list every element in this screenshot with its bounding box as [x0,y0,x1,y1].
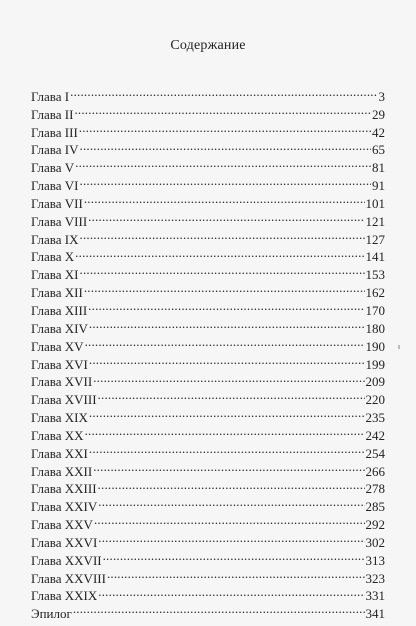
toc-entry [31,226,385,247]
toc-entry [31,119,385,140]
toc-entry-page-number: 162 [365,285,385,301]
dot-leader [80,137,372,155]
toc-entry-label: Глава XV [31,338,84,354]
dot-leader [98,386,365,404]
toc-entry [31,208,385,229]
dot-leader [75,244,364,262]
toc-entry-label: Глава VII [31,195,83,211]
toc-entry-page-number: 209 [365,374,385,390]
dot-leader [80,261,365,279]
dot-leader [93,369,364,387]
page-speck [398,345,400,349]
dot-leader [88,208,364,226]
toc-entry-page-number: 29 [372,106,385,122]
dot-leader [74,101,371,119]
dot-leader [84,279,365,297]
toc-entry-page-number: 42 [372,124,385,140]
toc-entry-label: Глава X [31,249,75,265]
dot-leader [85,333,365,351]
toc-entry-page-number: 254 [365,445,385,461]
dot-leader [75,154,371,172]
toc-entry-page-number: 285 [365,499,385,515]
toc-entry-page-number: 121 [365,213,385,229]
toc-entry-label: Глава XXIV [31,499,98,515]
toc-entry-label: Глава XVI [31,356,88,372]
dot-leader [98,529,364,547]
toc-entry-page-number: 292 [365,517,385,533]
toc-entry [31,279,385,301]
toc-entry-label: Глава IV [31,142,79,158]
toc-entry-page-number: 190 [365,338,385,354]
dot-leader [88,297,364,315]
toc-entry-page-number: 331 [365,588,385,604]
toc-entry-page-number: 199 [365,356,385,372]
dot-leader [85,422,365,440]
dot-leader [94,511,365,529]
toc-entry [31,172,385,194]
toc-entry-label: Глава I [31,88,70,104]
toc-entry-label: Глава XIII [31,302,88,318]
dot-leader [89,315,365,333]
toc-entry-page-number: 153 [365,267,385,283]
toc-entry-label: Глава XVIII [31,392,97,408]
toc-entry [31,333,385,354]
page-title: Содержание [170,38,246,53]
toc-entry-page-number: 81 [372,160,385,176]
toc-entry [31,101,385,122]
dot-leader [89,351,365,369]
toc-entry-label: Глава XIV [31,320,88,336]
toc-entry-page-number: 170 [365,302,385,318]
toc-entry-label: Глава XXIX [31,588,98,604]
toc-entry-label: Глава XX [31,427,84,443]
toc-entry-label: Глава XXII [31,463,93,479]
toc-entry-page-number: 278 [365,481,385,497]
toc-entry-page-number: 235 [365,410,385,426]
toc-entry [31,137,385,158]
toc-entry-label: Глава XII [31,285,83,301]
toc-entry-page-number: 220 [365,392,385,408]
dot-leader [98,476,365,494]
toc-entry-label: Глава XXIII [31,481,97,497]
toc-entry-page-number: 141 [365,249,385,265]
toc-entry [31,422,385,443]
toc-entry-page-number: 180 [365,320,385,336]
toc-entry-label: Глава XIX [31,410,88,426]
toc-entry-page-number: 302 [365,534,385,550]
dot-leader [73,600,365,618]
dot-leader [93,458,364,476]
dot-leader [89,440,365,458]
dot-leader [79,119,371,137]
toc-entry [31,297,385,318]
toc-entry-label: Глава VIII [31,213,88,229]
toc-entry [31,154,385,176]
dot-leader [89,404,365,422]
toc-entry-label: Глава XVII [31,374,93,390]
dot-leader [80,172,372,190]
toc-entry [31,261,385,283]
toc-entry-page-number: 242 [365,427,385,443]
toc-entry-label: Глава V [31,160,75,176]
toc-entry-page-number: 313 [365,552,385,568]
toc-entry-page-number: 323 [365,570,385,586]
toc-entry [31,244,385,265]
toc-entry-label: Глава XXVII [31,552,102,568]
table-of-contents [31,83,385,622]
toc-entry-label: Эпилог [31,606,72,622]
toc-entry-label: Глава XXV [31,517,93,533]
toc-entry-label: Глава II [31,106,74,122]
toc-entry-label: Глава XXVI [31,534,98,550]
dot-leader [80,226,365,244]
toc-entry-label: Глава III [31,124,78,140]
toc-entry-page-number: 101 [365,195,385,211]
toc-entry-page-number: 266 [365,463,385,479]
dot-leader [84,190,365,208]
dot-leader [98,583,364,601]
toc-entry-page-number: 91 [372,178,385,194]
dot-leader [103,547,365,565]
toc-entry-label: Глава XXVIII [31,570,106,586]
toc-entry-label: Глава XI [31,267,79,283]
dot-leader [98,493,364,511]
toc-entry-label: Глава XXI [31,445,88,461]
toc-entry [31,190,385,211]
toc-entry-page-number: 3 [378,88,385,104]
toc-entry [31,600,385,622]
toc-entry-label: Глава VI [31,178,79,194]
dot-leader [107,565,365,583]
toc-entry-page-number: 127 [365,231,385,247]
toc-entry-label: Глава IX [31,231,79,247]
toc-entry [31,83,385,104]
dot-leader [70,83,377,101]
toc-entry-page-number: 341 [365,606,385,622]
toc-entry-page-number: 65 [372,142,385,158]
